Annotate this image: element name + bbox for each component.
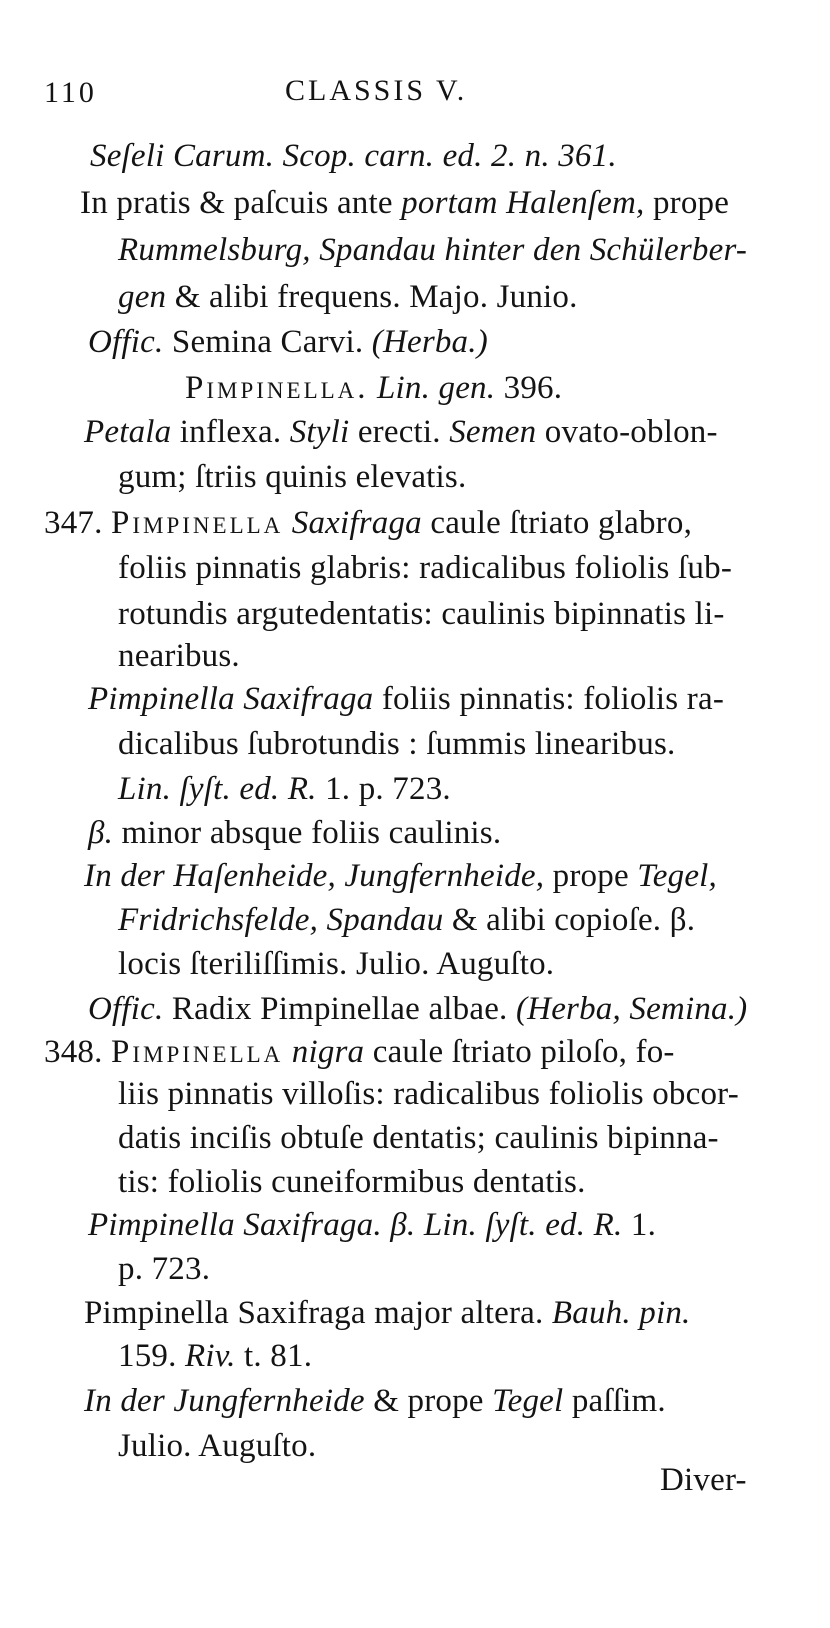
text-line (88, 326, 488, 359)
text-run: p. 723. (118, 1251, 211, 1287)
text-line (118, 234, 747, 267)
text-run: caule ſtriato piloſo, fo- (364, 1034, 675, 1070)
text-line (118, 728, 675, 761)
text-run: Bauh. pin. (551, 1295, 691, 1331)
text-run: Tegel, (637, 858, 718, 894)
text-line (44, 1036, 675, 1069)
text-run: Riv. (185, 1338, 236, 1374)
text-run: Pimpinella Saxifraga major altera. (84, 1295, 552, 1331)
text-run: paſſim. (563, 1383, 666, 1419)
text-line (118, 640, 240, 673)
text-line (118, 1166, 586, 1199)
text-line (118, 1078, 739, 1111)
text-line (80, 187, 729, 220)
text-line (88, 993, 747, 1026)
entry-number: 347. (44, 505, 103, 541)
genus-name: Pimpinella (111, 1034, 284, 1070)
text-run: liis pinnatis villoſis: radicalibus foliolis obcor- (118, 1076, 739, 1112)
text-run (103, 1034, 111, 1070)
text-line (88, 817, 501, 850)
text-run: Tegel (492, 1383, 564, 1419)
text-run: 159. (118, 1338, 185, 1374)
catchword: Diver- (660, 1462, 747, 1498)
text-run: gum; ſtriis quinis elevatis. (118, 459, 467, 495)
text-line (118, 773, 451, 806)
text-run: rotundis argutedentatis: caulinis bipinnatis li- (118, 596, 725, 632)
text-run: Semen (449, 414, 537, 450)
text-run: Saxifraga (291, 505, 422, 541)
text-line (118, 552, 732, 585)
text-run: Lin. gen. (376, 370, 496, 406)
text-run: (Herba, Semina.) (515, 991, 748, 1027)
text-line (118, 948, 554, 981)
text-run: 1. p. 723. (316, 771, 451, 807)
text-line (84, 1297, 691, 1330)
text-run: Seſeli Carum. (90, 138, 275, 174)
text-run: tis: foliolis cuneiformibus dentatis. (118, 1164, 586, 1200)
text-run: t. 81. (235, 1338, 313, 1374)
text-run: prope (644, 185, 730, 221)
genus-name: Pimpinella. (185, 370, 369, 406)
text-run: Semina Carvi. (163, 324, 372, 360)
text-run (103, 505, 111, 541)
text-line (185, 372, 562, 405)
text-run (274, 138, 282, 174)
text-line (118, 1253, 210, 1286)
text-run: β. (88, 815, 114, 851)
text-run: Scop. carn. ed. 2. n. 361. (282, 138, 617, 174)
text-line (118, 598, 725, 631)
text-run: foliis pinnatis: foliolis ra- (373, 681, 725, 717)
text-run: erecti. (349, 414, 450, 450)
text-line (118, 1122, 719, 1155)
text-run: (Herba.) (371, 324, 488, 360)
text-run: Styli (289, 414, 350, 450)
text-line (88, 683, 724, 716)
text-run: Pimpinella Saxifraga. β. Lin. ſyſt. ed. R. (88, 1207, 623, 1243)
text-run: minor absque foliis caulinis. (113, 815, 502, 851)
text-run: Rummelsburg, Spandau hinter den Schülerber- (118, 232, 748, 268)
text-run: & alibi frequens. Majo. Junio. (166, 279, 578, 315)
text-line (118, 904, 695, 937)
text-run: Fridrichsfelde, Spandau (118, 902, 444, 938)
running-title: CLASSIS V. (285, 74, 468, 107)
text-run: nearibus. (118, 638, 240, 674)
text-run: Petala (84, 414, 172, 450)
text-run: locis ſteriliſſimis. Julio. Auguſto. (118, 946, 555, 982)
text-line (84, 1385, 666, 1418)
text-line (118, 1340, 312, 1373)
entry-number: 348. (44, 1034, 103, 1070)
text-run: Radix Pimpinellae albae. (163, 991, 516, 1027)
text-run: In der Haſenheide, Jungfernheide, (84, 858, 545, 894)
text-run: caule ſtriato glabro, (421, 505, 693, 541)
page-number: 110 (44, 76, 97, 109)
text-line (88, 1209, 656, 1242)
text-line (118, 281, 578, 314)
text-run (283, 505, 291, 541)
text-run: prope (544, 858, 638, 894)
text-run: nigra (291, 1034, 365, 1070)
text-line (84, 416, 718, 449)
text-line (84, 860, 717, 893)
text-line (44, 507, 692, 540)
text-line (118, 1430, 316, 1463)
text-run: foliis pinnatis glabris: radicalibus foliolis ſub- (118, 550, 733, 586)
text-run: dicalibus ſubrotundis : ſummis linearibus. (118, 726, 676, 762)
text-run: Pimpinella Saxifraga (88, 681, 374, 717)
genus-name: Pimpinella (111, 505, 284, 541)
text-run: 396. (495, 370, 563, 406)
text-run: Julio. Auguſto. (118, 1428, 317, 1464)
text-run: inflexa. (171, 414, 290, 450)
text-run: & prope (364, 1383, 493, 1419)
text-run (369, 370, 377, 406)
text-run: Offic. (88, 991, 164, 1027)
text-run: In pratis & paſcuis ante (80, 185, 402, 221)
text-run: & alibi copioſe. β. (443, 902, 696, 938)
text-run: ovato-oblon- (536, 414, 718, 450)
text-run: Offic. (88, 324, 164, 360)
text-line (118, 461, 466, 494)
text-line (90, 140, 617, 173)
text-run: Lin. ſyſt. ed. R. (118, 771, 317, 807)
text-run: gen (118, 279, 167, 315)
text-run: datis inciſis obtuſe dentatis; caulinis bipinna- (118, 1120, 719, 1156)
text-run (283, 1034, 291, 1070)
text-run: 1. (622, 1207, 657, 1243)
text-run: portam Halenſem, (401, 185, 645, 221)
text-run: In der Jungfernheide (84, 1383, 365, 1419)
